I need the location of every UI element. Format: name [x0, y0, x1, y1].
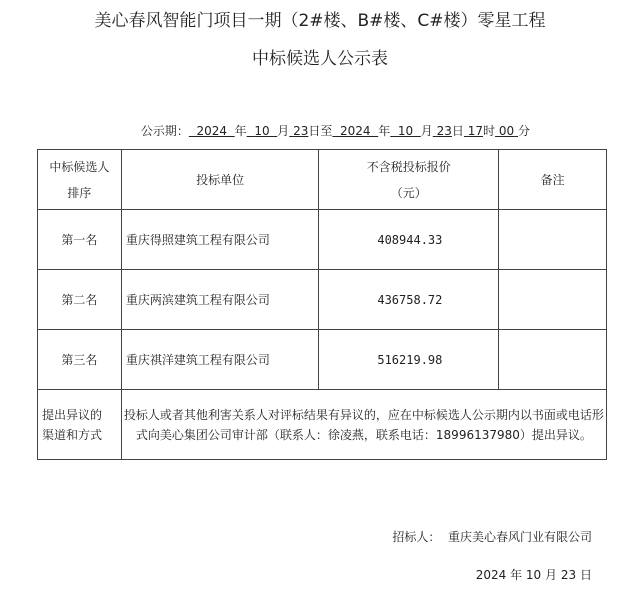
period-end-month: 10 — [397, 124, 414, 138]
date-day: 23 — [560, 568, 577, 582]
row-company: 重庆祺洋建筑工程有限公司 — [121, 330, 319, 390]
period-end-minute: 00 — [498, 124, 515, 138]
objection-label: 提出异议的 渠道和方式 — [38, 390, 122, 460]
period-month-label-2: 月 — [420, 124, 433, 138]
period-month-label: 月 — [277, 124, 290, 138]
period-year-label: 年 — [234, 124, 247, 138]
period-end-hour: 17 — [467, 124, 484, 138]
table-row — [38, 270, 607, 330]
candidate-table — [37, 149, 607, 460]
row-remark — [499, 210, 607, 270]
tenderer-label: 招标人： — [392, 530, 441, 544]
tenderer — [392, 528, 592, 545]
row-rank: 第二名 — [38, 270, 122, 330]
publicity-period — [141, 122, 530, 139]
date-year: 2024 — [475, 568, 507, 582]
objection-text: 投标人或者其他利害关系人对评标结果有异议的，应在中标候选人公示期内以书面或电话形式向美心集团公司审计部（联系人：徐凌燕，联系电话：18996137980）提出异议。 — [121, 390, 606, 460]
period-minute-label: 分 — [517, 124, 530, 138]
issue-date — [476, 566, 592, 583]
period-end-year: 2024 — [340, 124, 371, 138]
period-day-label: 日 — [451, 124, 464, 138]
date-month-label: 月 — [545, 568, 558, 582]
document-title: 美心春风智能门项目一期（2#楼、B#楼、C#楼）零星工程 — [94, 11, 546, 31]
row-company: 重庆得照建筑工程有限公司 — [121, 210, 319, 270]
period-year-label-2: 年 — [378, 124, 391, 138]
header-price: 不含税投标报价 （元） — [319, 150, 499, 210]
document-subtitle: 中标候选人公示表 — [252, 49, 388, 69]
header-remark: 备注 — [499, 150, 607, 210]
date-year-label: 年 — [510, 568, 523, 582]
row-remark — [499, 330, 607, 390]
period-start-year: 2024 — [196, 124, 228, 138]
table-header-row — [38, 150, 607, 210]
header-company: 投标单位 — [121, 150, 319, 210]
row-price: 436758.72 — [319, 270, 499, 330]
period-start-month: 10 — [254, 124, 270, 138]
period-end-day: 23 — [436, 124, 452, 138]
tenderer-name: 重庆美心春风门业有限公司 — [447, 530, 592, 544]
period-day-to-label: 日至 — [308, 124, 333, 138]
row-remark — [499, 270, 607, 330]
row-rank: 第一名 — [38, 210, 122, 270]
date-day-label: 日 — [579, 568, 592, 582]
period-hour-label: 时 — [483, 124, 496, 138]
row-company: 重庆两滨建筑工程有限公司 — [121, 270, 319, 330]
table-row — [38, 330, 607, 390]
row-price: 516219.98 — [319, 330, 499, 390]
row-rank: 第三名 — [38, 330, 122, 390]
date-month: 10 — [525, 568, 542, 582]
header-rank: 中标候选人 排序 — [38, 150, 122, 210]
row-price: 408944.33 — [319, 210, 499, 270]
table-row — [38, 210, 607, 270]
objection-row — [38, 390, 607, 460]
period-start-day: 23 — [293, 124, 309, 138]
period-label: 公示期： — [140, 124, 189, 138]
